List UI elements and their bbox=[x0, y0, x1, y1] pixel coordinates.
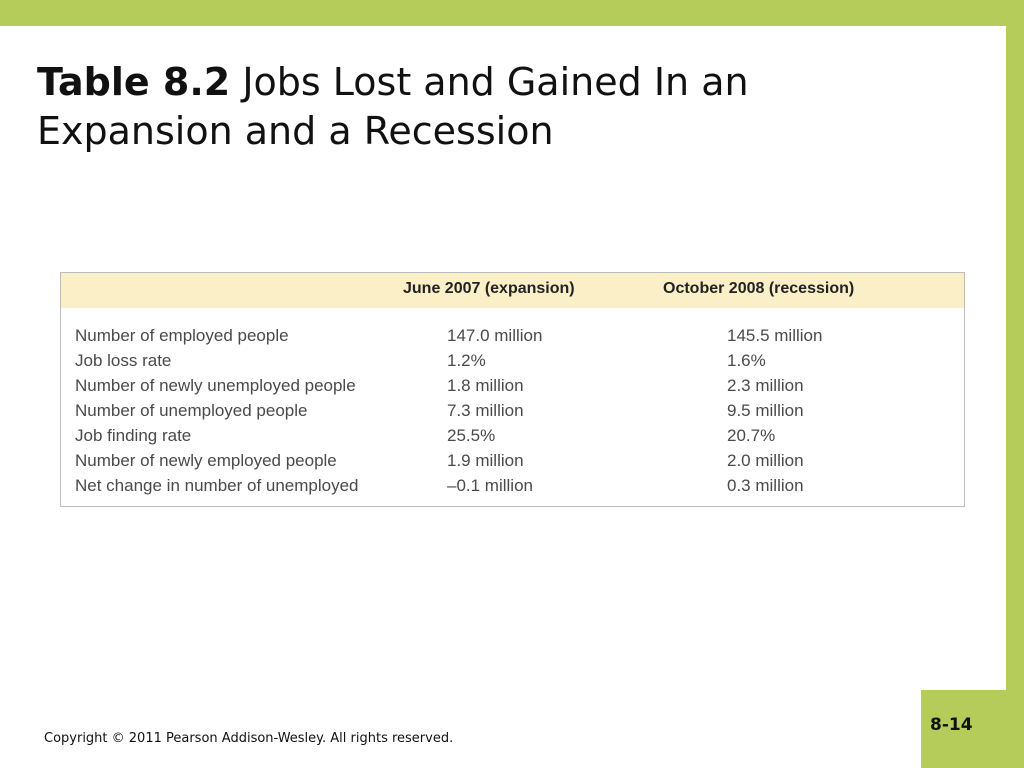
table-row bbox=[61, 449, 964, 474]
table-row bbox=[61, 474, 964, 499]
row-label: Number of employed people bbox=[75, 326, 289, 345]
row-label: Job loss rate bbox=[75, 351, 172, 370]
table-row bbox=[61, 374, 964, 399]
row-value-june: 147.0 million bbox=[447, 326, 543, 345]
row-value-october: 9.5 million bbox=[727, 401, 804, 420]
row-label: Number of newly unemployed people bbox=[75, 376, 356, 395]
table-row bbox=[61, 424, 964, 449]
copyright-notice: Copyright © 2011 Pearson Addison-Wesley. All rights reserved. bbox=[44, 731, 454, 746]
row-label: Number of unemployed people bbox=[75, 401, 308, 420]
row-value-october: 2.0 million bbox=[727, 451, 804, 470]
row-value-june: 1.8 million bbox=[447, 376, 524, 395]
table-row bbox=[61, 324, 964, 349]
row-value-october: 20.7% bbox=[727, 426, 776, 445]
row-value-june: 25.5% bbox=[447, 426, 496, 445]
row-value-june: 1.9 million bbox=[447, 451, 524, 470]
data-table bbox=[60, 272, 965, 507]
table-body bbox=[61, 324, 964, 499]
column-header-october-2008: October 2008 (recession) bbox=[663, 280, 855, 297]
table-row bbox=[61, 399, 964, 424]
row-value-june: 1.2% bbox=[447, 351, 486, 370]
row-value-october: 145.5 million bbox=[727, 326, 823, 345]
row-value-june: –0.1 million bbox=[447, 476, 533, 495]
row-value-october: 0.3 million bbox=[727, 476, 804, 495]
row-value-october: 2.3 million bbox=[727, 376, 804, 395]
column-header-june-2007: June 2007 (expansion) bbox=[403, 280, 575, 297]
page-number-box bbox=[921, 690, 1006, 768]
row-value-october: 1.6% bbox=[727, 351, 766, 370]
table-row bbox=[61, 349, 964, 374]
title-number: Table 8.2 bbox=[37, 60, 231, 104]
table-header bbox=[61, 273, 964, 308]
title-text: Jobs Lost and Gained In an Expansion and a Recession bbox=[37, 60, 749, 153]
row-value-june: 7.3 million bbox=[447, 401, 524, 420]
row-label: Number of newly employed people bbox=[75, 451, 337, 470]
slide-title bbox=[37, 58, 937, 156]
row-label: Job finding rate bbox=[75, 426, 192, 445]
row-label: Net change in number of unemployed bbox=[75, 476, 359, 495]
page-number: 8-14 bbox=[930, 715, 973, 735]
